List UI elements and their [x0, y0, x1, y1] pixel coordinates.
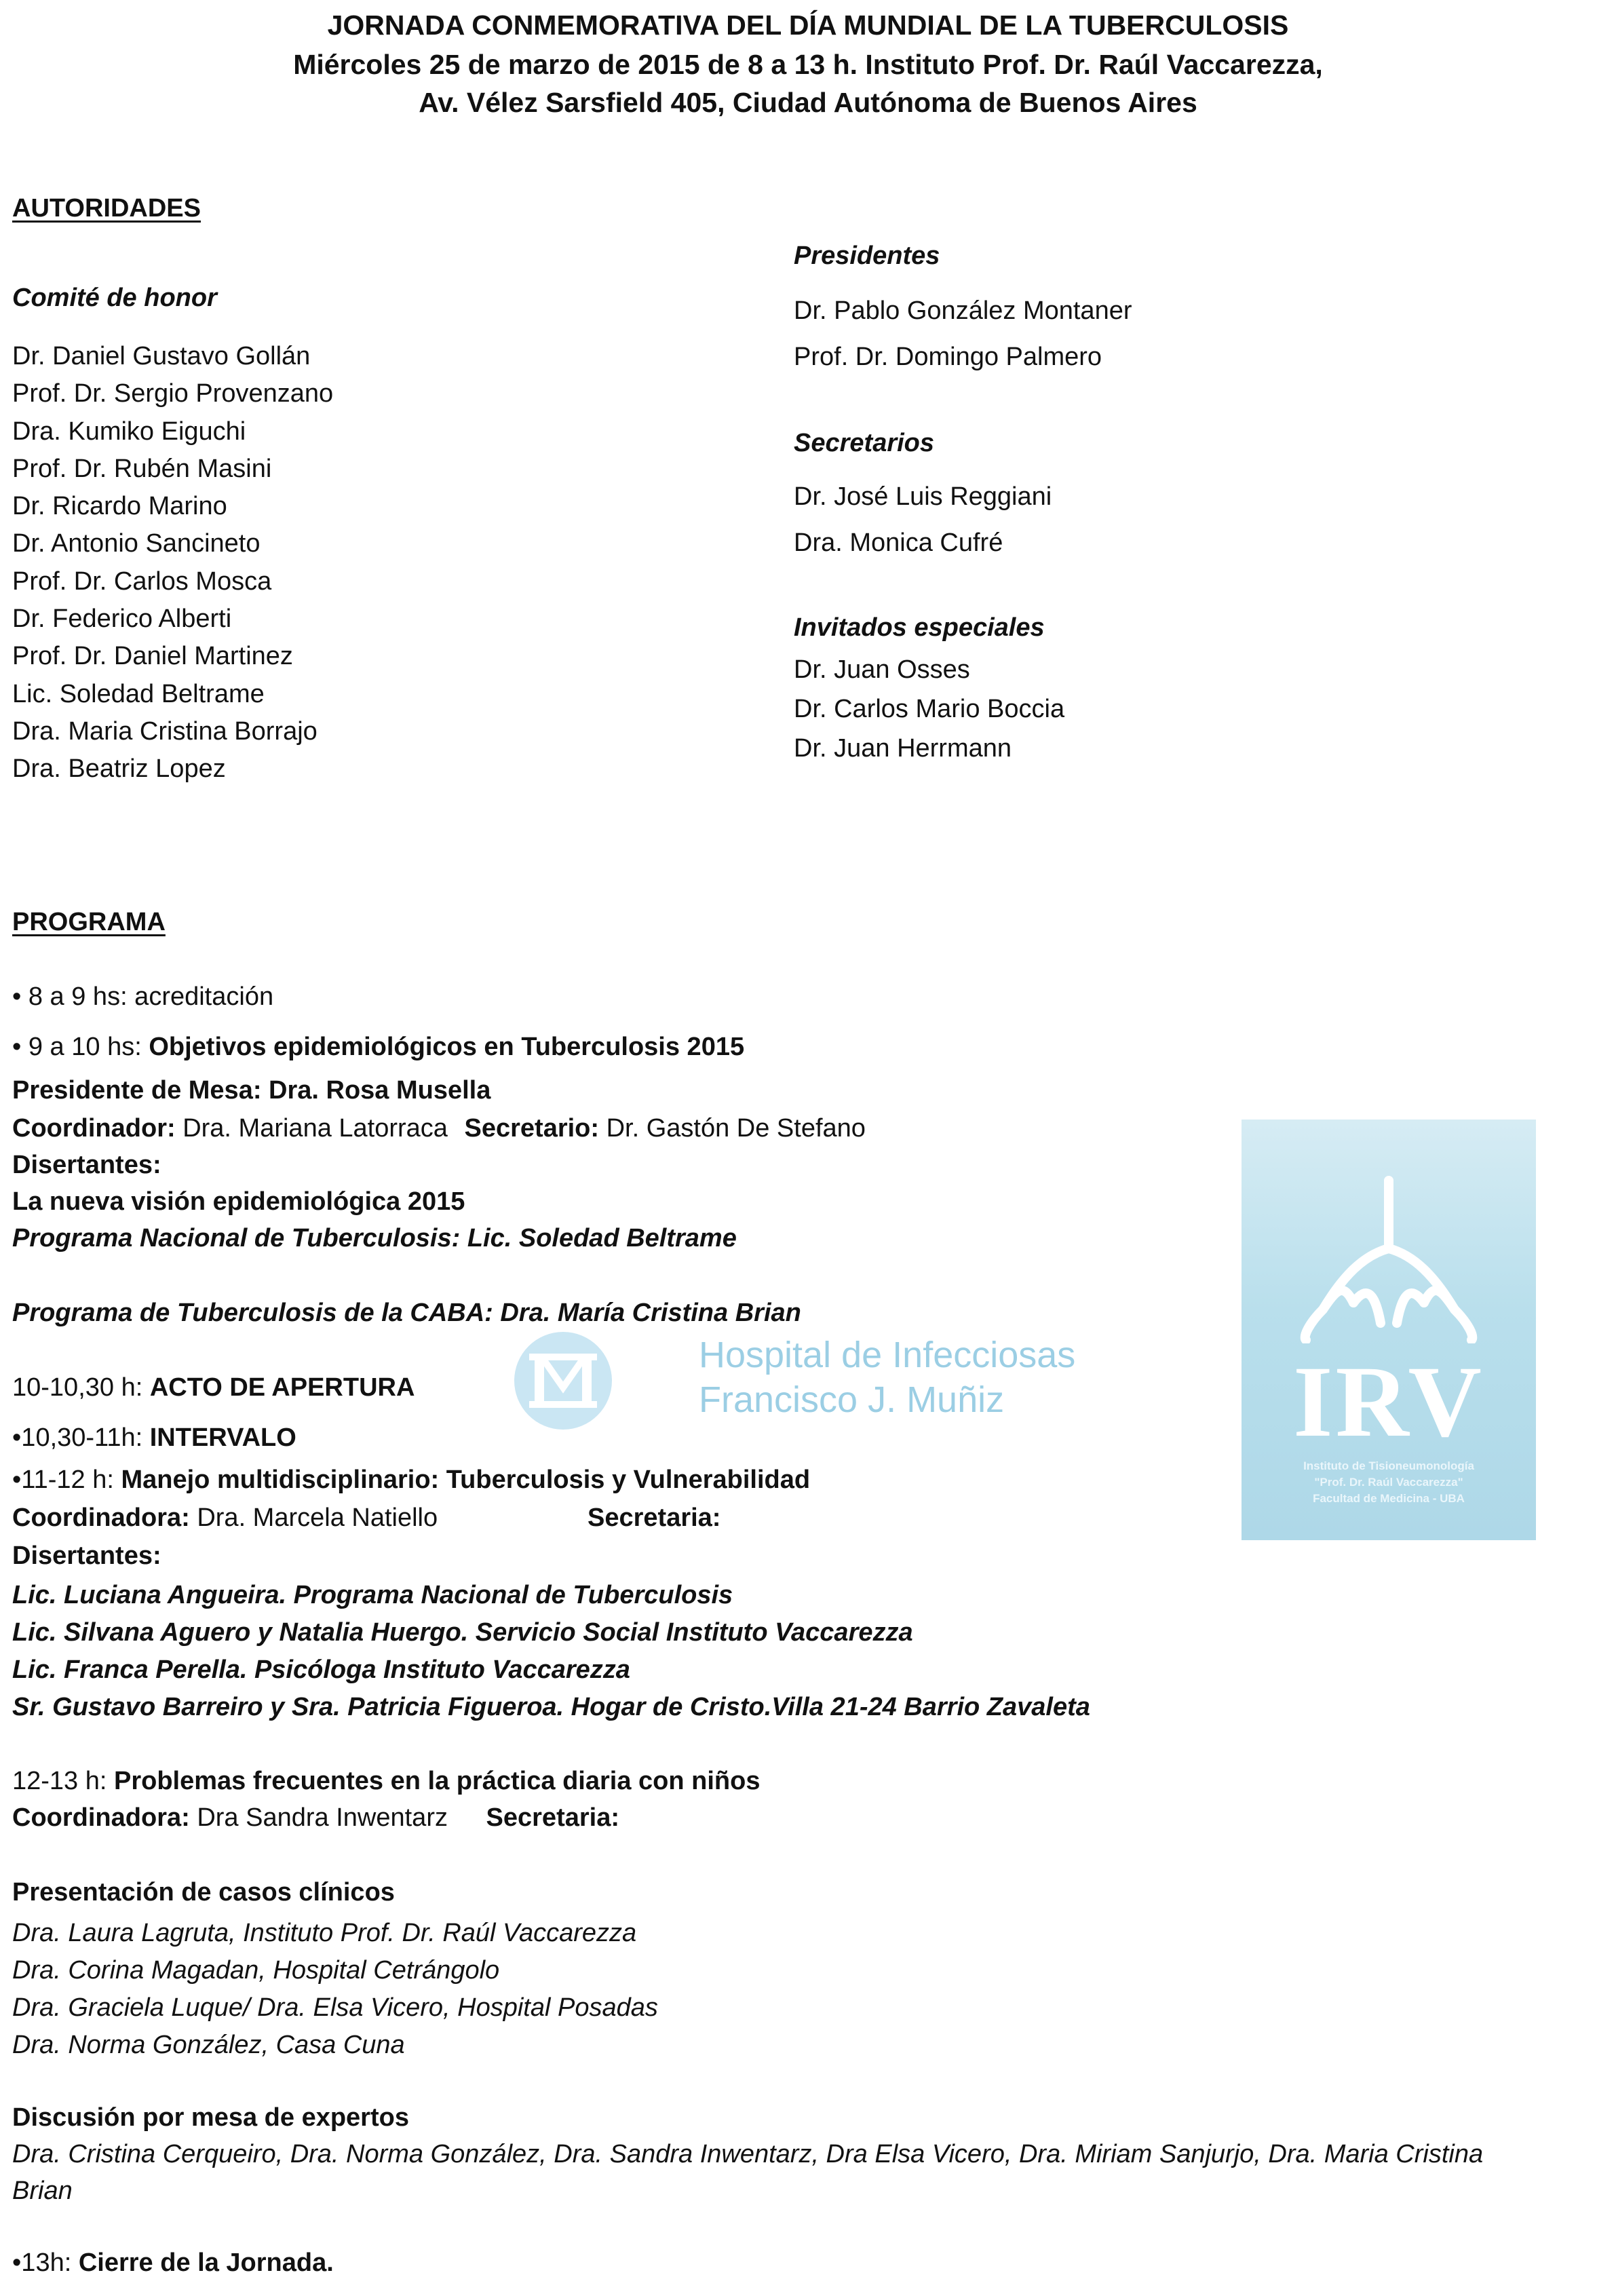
list-item: Sr. Gustavo Barreiro y Sra. Patricia Figueroa. Hogar de Cristo.Villa 21-24 Barrio Zavaleta: [12, 1693, 1090, 1721]
list-item: Dr. Federico Alberti: [12, 605, 232, 634]
time-label: 10-10,30 h:: [12, 1373, 150, 1402]
irv-logo-sub1: Instituto de Tisioneumonología: [1303, 1459, 1474, 1472]
casos-clinicos-heading: Presentación de casos clínicos: [12, 1878, 395, 1907]
hospital-emblem-icon: [475, 1330, 678, 1432]
session-title: Cierre de la Jornada.: [78, 2249, 334, 2277]
coordinadora-name: Dra. Marcela Natiello: [189, 1504, 438, 1532]
list-item: Lic. Franca Perella. Psicóloga Instituto Vaccarezza: [12, 1656, 630, 1684]
coordinador-row-1: [12, 1114, 866, 1144]
list-item: Dr. Pablo González Montaner: [794, 296, 1132, 325]
discusion-line-2: Brian: [12, 2177, 73, 2205]
time-label: •11-12 h:: [12, 1466, 121, 1494]
invitados-heading: Invitados especiales: [794, 613, 1045, 642]
secretario-name: Dr. Gastón De Stefano: [599, 1114, 866, 1143]
list-item: Prof. Dr. Domingo Palmero: [794, 343, 1102, 371]
presidentes-heading: Presidentes: [794, 242, 940, 270]
secretaria-label: Secretaria:: [486, 1803, 619, 1832]
autoridades-heading: AUTORIDADES: [12, 194, 201, 223]
list-item: Dr. Antonio Sancineto: [12, 529, 261, 558]
list-item: Dra. Laura Lagruta, Instituto Prof. Dr. Raúl Vaccarezza: [12, 1919, 637, 1947]
list-item: Dra. Corina Magadan, Hospital Cetrángolo: [12, 1956, 500, 1985]
session-title: INTERVALO: [149, 1423, 296, 1452]
list-item: Lic. Luciana Angueira. Programa Nacional de Tuberculosis: [12, 1581, 733, 1609]
irv-logo-sub2: "Prof. Dr. Raúl Vaccarezza": [1314, 1476, 1463, 1489]
comite-honor-list: [12, 338, 333, 788]
time-label: •10,30-11h:: [12, 1423, 150, 1452]
hospital-muniz-watermark: [475, 1330, 1208, 1432]
session-title: ACTO DE APERTURA: [149, 1373, 415, 1402]
presidentes-list: [794, 288, 1132, 380]
list-item: Dr. Ricardo Marino: [12, 492, 227, 521]
coordinadora-row-2: [12, 1504, 438, 1533]
casos-clinicos-list: [12, 1915, 658, 2064]
list-item: Dra. Norma González, Casa Cuna: [12, 2031, 405, 2059]
coordinador-name: Dra. Mariana Latorraca: [175, 1114, 448, 1143]
list-item: Dr. José Luis Reggiani: [794, 482, 1052, 511]
list-item: Prof. Dr. Sergio Provenzano: [12, 379, 334, 408]
list-item: Dr. Juan Herrmann: [794, 734, 1012, 763]
irv-logo-text: IRV: [1293, 1345, 1484, 1458]
programa-heading: PROGRAMA: [12, 908, 166, 936]
invitados-list: [794, 650, 1064, 768]
disertantes-label-2: Disertantes:: [12, 1542, 161, 1570]
coordinadora-name: Dra Sandra Inwentarz: [189, 1803, 448, 1832]
comite-honor-heading: Comité de honor: [12, 284, 217, 312]
irv-logo: [1242, 1120, 1536, 1540]
discusion-heading: Discusión por mesa de expertos: [12, 2103, 409, 2132]
disertantes-list-2: [12, 1577, 1090, 1726]
programa-item-objetivos: [12, 1033, 744, 1063]
programa-caba: Programa de Tuberculosis de la CABA: Dra. María Cristina Brian: [12, 1299, 801, 1327]
doc-title-line1: JORNADA CONMEMORATIVA DEL DÍA MUNDIAL DE LA TUBERCULOSIS: [327, 9, 1289, 41]
programa-item-problemas: [12, 1767, 760, 1797]
programa-nacional: Programa Nacional de Tuberculosis: Lic. Soledad Beltrame: [12, 1224, 737, 1252]
discusion-line-1: Dra. Cristina Cerqueiro, Dra. Norma González, Dra. Sandra Inwentarz, Dra Elsa Vicero, Dra. Miriam Sanjurjo, Dra. Maria Cristina: [12, 2140, 1484, 2168]
programa-item-manejo: [12, 1466, 810, 1495]
list-item: Prof. Dr. Rubén Masini: [12, 454, 272, 483]
programa-item-cierre: [12, 2249, 334, 2278]
watermark-line2: Francisco J. Muñiz: [699, 1379, 1005, 1420]
list-item: Dra. Monica Cufré: [794, 529, 1003, 557]
nueva-vision: La nueva visión epidemiológica 2015: [12, 1187, 465, 1216]
list-item: Dr. Carlos Mario Boccia: [794, 695, 1065, 723]
watermark-line1: Hospital de Infecciosas: [699, 1335, 1076, 1375]
disertantes-label-1: Disertantes:: [12, 1151, 161, 1179]
coordinadora-label: Coordinadora:: [12, 1803, 190, 1832]
list-item: Lic. Soledad Beltrame: [12, 679, 265, 708]
irv-logo-sub3: Facultad de Medicina - UBA: [1313, 1492, 1465, 1505]
coordinadora-row-3: [12, 1803, 619, 1833]
coordinadora-label: Coordinadora:: [12, 1504, 190, 1532]
list-item: Prof. Dr. Carlos Mosca: [12, 567, 272, 596]
programa-item-apertura: [12, 1373, 415, 1403]
coordinador-label: Coordinador:: [12, 1114, 176, 1143]
time-label: •13h:: [12, 2249, 79, 2277]
doc-title-line2: Miércoles 25 de marzo de 2015 de 8 a 13 h. Instituto Prof. Dr. Raúl Vaccarezza,: [293, 49, 1323, 80]
programa-item-intervalo: [12, 1423, 296, 1453]
list-item: Lic. Silvana Aguero y Natalia Huergo. Servicio Social Instituto Vaccarezza: [12, 1618, 913, 1647]
list-item: Dra. Beatriz Lopez: [12, 754, 226, 784]
list-item: Dra. Maria Cristina Borrajo: [12, 716, 318, 746]
lungs-emblem-icon: [1242, 1120, 1536, 1343]
session-title: Manejo multidisciplinario: Tuberculosis y Vulnerabilidad: [121, 1466, 811, 1494]
list-item: Dr. Juan Osses: [794, 655, 970, 684]
time-label: • 9 a 10 hs:: [12, 1033, 149, 1061]
secretarios-list: [794, 474, 1052, 566]
presidente-mesa: Presidente de Mesa: Dra. Rosa Musella: [12, 1076, 491, 1105]
list-item: Prof. Dr. Daniel Martinez: [12, 642, 293, 671]
list-item: Dr. Daniel Gustavo Gollán: [12, 342, 311, 370]
session-title: Problemas frecuentes en la práctica diaria con niños: [114, 1767, 761, 1795]
time-label: 12-13 h:: [12, 1767, 114, 1795]
list-item: Dra. Graciela Luque/ Dra. Elsa Vicero, Hospital Posadas: [12, 1993, 658, 2022]
secretario-label: Secretario:: [464, 1114, 600, 1143]
session-title: Objetivos epidemiológicos en Tuberculosis 2015: [149, 1033, 745, 1061]
doc-title-line3: Av. Vélez Sarsfield 405, Ciudad Autónoma de Buenos Aires: [419, 87, 1197, 118]
secretarios-heading: Secretarios: [794, 429, 935, 457]
list-item: Dra. Kumiko Eiguchi: [12, 417, 246, 446]
programa-item-acreditacion: • 8 a 9 hs: acreditación: [12, 982, 274, 1011]
secretaria-label-2: Secretaria:: [588, 1504, 721, 1532]
